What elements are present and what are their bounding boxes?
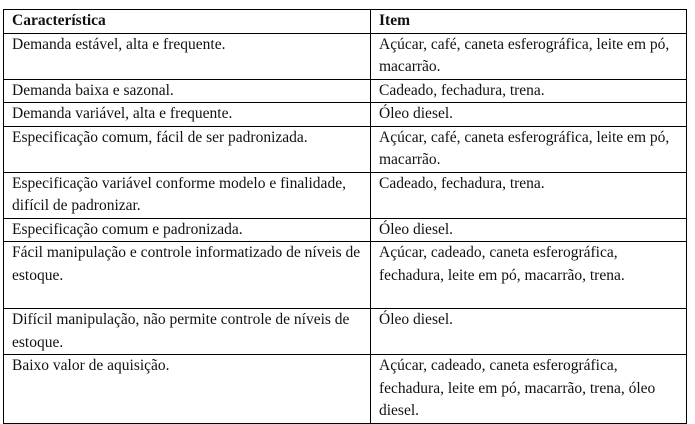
- table-row: [4, 355, 687, 424]
- table-row: [4, 103, 687, 127]
- table-row: [4, 218, 687, 242]
- cell-item: Óleo diesel.: [371, 309, 687, 355]
- table-header-row: [4, 10, 687, 34]
- table-row: [4, 79, 687, 103]
- cell-characteristic: Especificação variável conforme modelo e finalidade, difícil de padronizar.: [4, 172, 371, 218]
- table-row: [4, 126, 687, 172]
- cell-characteristic: Demanda estável, alta e frequente.: [4, 33, 371, 79]
- cell-characteristic: Demanda baixa e sazonal.: [4, 79, 371, 103]
- cell-item: Cadeado, fechadura, trena.: [371, 79, 687, 103]
- header-characteristic: Característica: [4, 10, 371, 34]
- cell-characteristic: Especificação comum e padronizada.: [4, 218, 371, 242]
- header-item: Item: [371, 10, 687, 34]
- cell-characteristic: Baixo valor de aquisição.: [4, 355, 371, 424]
- table-row: [4, 309, 687, 355]
- cell-characteristic: Demanda variável, alta e frequente.: [4, 103, 371, 127]
- characteristics-table: [3, 9, 687, 424]
- cell-item: Óleo diesel.: [371, 103, 687, 127]
- cell-item: Açúcar, cadeado, caneta esferográfica, fechadura, leite em pó, macarrão, trena, óleo diesel.: [371, 355, 687, 424]
- table-row: [4, 242, 687, 309]
- cell-item: Açúcar, café, caneta esferográfica, leite em pó, macarrão.: [371, 33, 687, 79]
- table-row: [4, 33, 687, 79]
- cell-characteristic: Especificação comum, fácil de ser padronizada.: [4, 126, 371, 172]
- cell-item: Cadeado, fechadura, trena.: [371, 172, 687, 218]
- cell-characteristic: Fácil manipulação e controle informatizado de níveis de estoque.: [4, 242, 371, 309]
- cell-item: Óleo diesel.: [371, 218, 687, 242]
- cell-characteristic: Difícil manipulação, não permite controle de níveis de estoque.: [4, 309, 371, 355]
- table-row: [4, 172, 687, 218]
- cell-item: Açúcar, cadeado, caneta esferográfica, fechadura, leite em pó, macarrão, trena.: [371, 242, 687, 309]
- cell-item: Açúcar, café, caneta esferográfica, leite em pó, macarrão.: [371, 126, 687, 172]
